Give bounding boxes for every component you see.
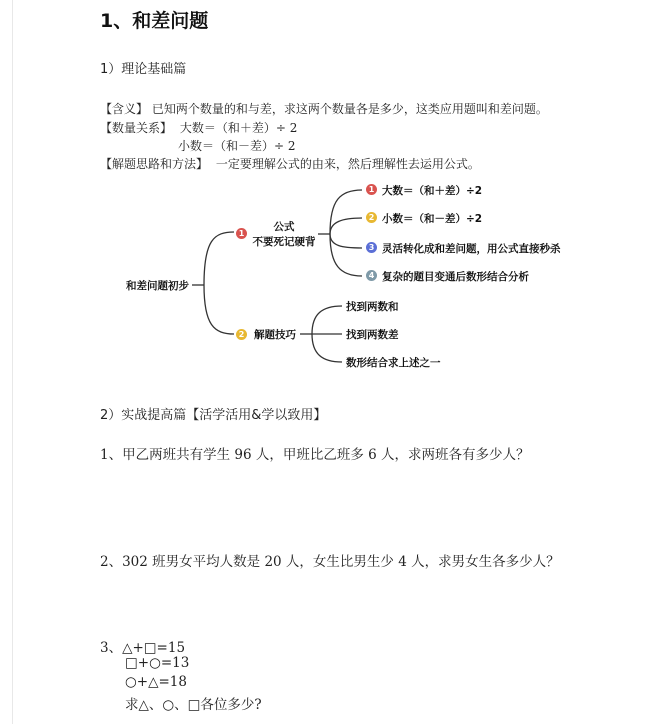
question-3-line2: □+○=13: [125, 655, 190, 671]
relation-tag: 【数量关系】: [100, 121, 173, 135]
page-title: 1、和差问题: [100, 10, 209, 32]
skill-graph: 数形结合求上述之一: [346, 357, 441, 369]
meaning-text: 已知两个数量的和与差，求这两个数量各是多少，这类应用题叫和差问题。: [151, 102, 548, 116]
question-3-line1: 3、△+□=15: [100, 640, 186, 656]
mindmap-root: 和差问题初步: [126, 280, 189, 292]
section2-heading: 2）实战提高篇【活学活用&学以致用】: [100, 408, 327, 423]
meaning-tag: 【含义】: [100, 102, 149, 116]
formula-small: 小数＝（和－差）÷2: [382, 213, 483, 225]
branch1-label-line2: 不要死记硬背: [252, 236, 316, 248]
tip3-number-icon: 3: [366, 242, 377, 253]
branch1-label: [252, 219, 316, 249]
section1-heading: 1）理论基础篇: [100, 62, 187, 77]
formula2-number-icon: 2: [366, 212, 377, 223]
tip-complex: 复杂的题目变通后数形结合分析: [382, 271, 529, 283]
relation-small: 小数＝（和－差）÷ 2: [178, 139, 296, 153]
tip-convert: 灵活转化成和差问题，用公式直接秒杀: [382, 243, 561, 255]
branch2-number-icon: 2: [236, 329, 247, 340]
question-3-line4: 求△、○、□各位多少?: [125, 697, 262, 713]
question-1: 1、甲乙两班共有学生 96 人，甲班比乙班多 6 人，求两班各有多少人？: [100, 447, 530, 463]
branch1-number-icon: 1: [236, 228, 247, 239]
question-3-line3: ○+△=18: [125, 674, 187, 690]
formula-big: 大数＝（和＋差）÷2: [382, 185, 483, 197]
relation-big: 大数＝（和＋差）÷ 2: [179, 121, 298, 135]
skill-diff: 找到两数差: [346, 329, 399, 341]
method-tag: 【解题思路和方法】: [100, 157, 209, 171]
formula1-number-icon: 1: [366, 184, 377, 195]
question-2: 2、302 班男女平均人数是 20 人，女生比男生少 4 人，求男女生各多少人？: [100, 554, 560, 570]
branch1-label-line1: 公式: [273, 221, 295, 233]
skill-sum: 找到两数和: [346, 301, 399, 313]
branch2-label: 解题技巧: [254, 329, 296, 341]
tip4-number-icon: 4: [366, 270, 377, 281]
method-text: 一定要理解公式的由来，然后理解性去运用公式。: [215, 157, 480, 171]
